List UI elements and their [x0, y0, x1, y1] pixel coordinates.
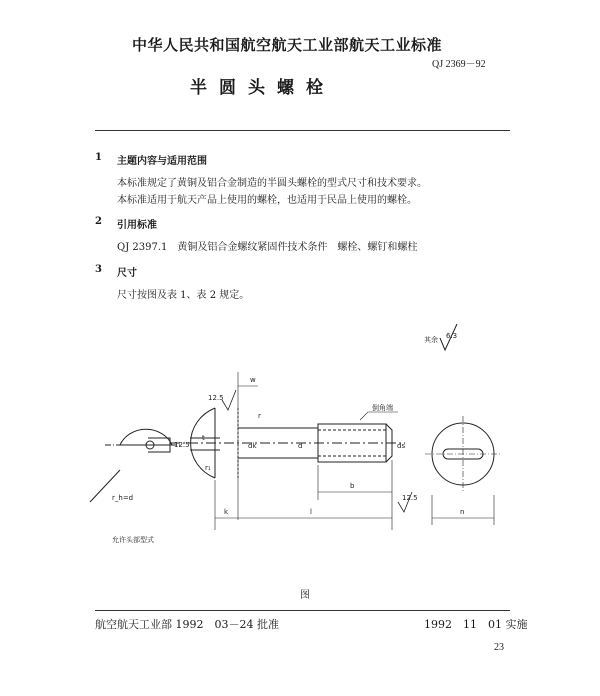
label-ra1: 12.5 — [174, 441, 190, 449]
label-ra3: 12.5 — [402, 494, 418, 502]
figure-caption: 图 — [300, 590, 310, 601]
surface-note: 其余 — [424, 336, 438, 344]
section-1-number: 1 — [95, 152, 102, 163]
surface-value: 6.3 — [446, 332, 458, 340]
section-1-para-1: 本标准规定了黄铜及铝合金制造的半圆头螺栓的型式尺寸和技术要求。 — [117, 178, 427, 189]
bolt-technical-drawing — [0, 320, 600, 580]
label-n: n — [460, 508, 465, 516]
section-3-number: 3 — [95, 264, 102, 275]
label-r1: r₁ — [205, 464, 211, 472]
section-2-heading: 引用标准 — [117, 220, 157, 231]
section-1-para-2: 本标准适用于航天产品上使用的螺栓，也适用于民品上使用的螺栓。 — [117, 195, 417, 206]
issuing-organization: 中华人民共和国航空航天工业部航天工业标准 — [132, 36, 443, 54]
label-ds: ds — [397, 442, 406, 450]
allowed-head-note: 允许头部型式 — [112, 536, 154, 544]
implementation-date: 1992 11 01 实施 — [424, 618, 528, 631]
approval-date: 航空航天工业部 1992 03－24 批准 — [95, 618, 279, 631]
label-t: t — [202, 434, 205, 442]
label-r: r — [258, 412, 261, 420]
header-rule — [95, 130, 510, 131]
label-dk: dk — [248, 442, 257, 450]
standard-number: QJ 2369－92 — [432, 59, 486, 70]
label-b: b — [350, 482, 355, 490]
section-2-number: 2 — [95, 216, 102, 227]
label-k: k — [224, 508, 229, 516]
label-d: d — [298, 442, 303, 450]
section-1-heading: 主题内容与适用范围 — [117, 156, 207, 167]
label-w: w — [250, 376, 256, 384]
label-ra2: 12.5 — [208, 394, 224, 402]
section-3-heading: 尺寸 — [117, 268, 137, 279]
page-number: 23 — [494, 642, 504, 653]
chamfer-note: 倒角端 — [372, 404, 393, 412]
section-3-para-1: 尺寸按图及表 1、表 2 规定。 — [117, 290, 250, 301]
alt-head-arc — [120, 429, 172, 445]
label-l: l — [310, 508, 312, 516]
section-2-para-1: QJ 2397.1 黄铜及铝合金螺纹紧固件技术条件 螺栓、螺钉和螺柱 — [117, 242, 418, 253]
document-title: 半圆头螺栓 — [190, 78, 335, 98]
footer-rule — [95, 610, 510, 611]
label-rh: r_h=d — [112, 494, 134, 502]
